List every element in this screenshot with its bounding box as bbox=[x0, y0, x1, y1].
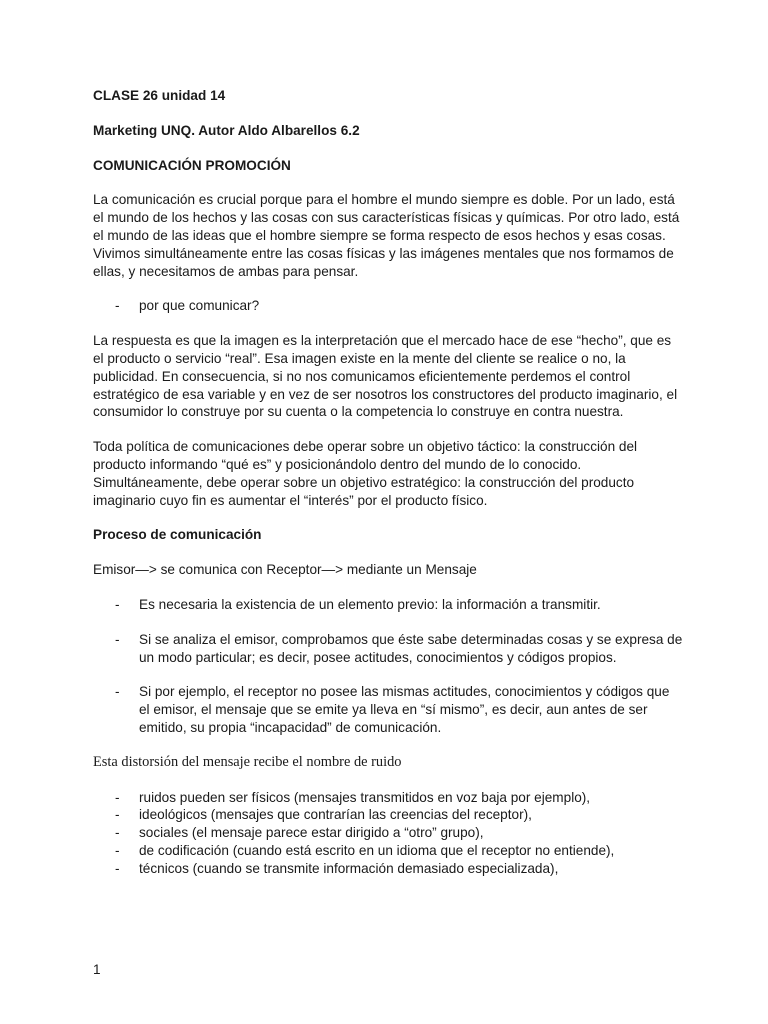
list-item bbox=[93, 842, 683, 860]
list-item bbox=[93, 596, 683, 614]
bullet-dash: - bbox=[115, 789, 120, 805]
answer-paragraph: La respuesta es que la imagen es la interpretación que el mercado hace de ese “hecho”, que es el producto o servicio “real”. Esa imagen existe en la mente del cliente se realice o no, la publicidad. En consecuencia, si no nos comunicamos eficientemente perdemos el control estratégico de esa variable y en vez de ser nosotros los constructores del producto imaginario, el consumidor lo construye por su cuenta o la competencia lo construye en contra nuestra. bbox=[93, 333, 678, 420]
list-item bbox=[93, 860, 683, 878]
page-number: 1 bbox=[93, 962, 101, 977]
list-item bbox=[93, 631, 683, 667]
policy-paragraph: Toda política de comunicaciones debe operar sobre un objetivo táctico: la construcción del producto informando “qué es” y posicionándolo dentro del mundo de lo conocido. Simultáneamente, debe operar sobre un objetivo estratégico: la construcción del producto imaginario cuyo fin es aumentar el “interés” por el producto físico. bbox=[93, 439, 638, 508]
list-item bbox=[93, 683, 683, 736]
bullet-text: sociales (el mensaje parece estar dirigido a “otro” grupo), bbox=[139, 825, 484, 841]
bullet-text: Si por ejemplo, el receptor no posee las mismas actitudes, conocimientos y códigos que el emisor, el mensaje que se emite ya lleva en “sí mismo”, es decir, aun antes de ser emitido, su propia “incapacidad” de comunicación. bbox=[139, 684, 670, 735]
bullet-dash: - bbox=[115, 298, 120, 314]
bullet-dash: - bbox=[115, 596, 120, 612]
bullet-dash: - bbox=[115, 631, 120, 647]
bullet-text: ruidos pueden ser físicos (mensajes transmitidos en voz baja por ejemplo), bbox=[139, 789, 591, 805]
noise-title: Esta distorsión del mensaje recibe el nombre de ruido bbox=[93, 753, 402, 770]
bullet-dash: - bbox=[115, 807, 120, 823]
bullet-text: Si se analiza el emisor, comprobamos que éste sabe determinadas cosas y se expresa de un modo particular; es decir, posee actitudes, conocimientos y códigos propios. bbox=[139, 631, 683, 665]
list-item bbox=[93, 789, 683, 807]
document-page bbox=[93, 87, 683, 878]
bullet-text: Es necesaria la existencia de un elemento previo: la información a transmitir. bbox=[139, 596, 601, 612]
list-item bbox=[93, 824, 683, 842]
intro-paragraph: La comunicación es crucial porque para el hombre el mundo siempre es doble. Por un lado, está el mundo de los hechos y las cosas con sus características físicas y químicas. Por otro lado, está el mundo de las ideas que el hombre siempre se forma respecto de esos hechos y esas cosas. Vivimos simultáneamente entre las cosas físicas y las imágenes mentales que nos formamos de ellas, y necesitamos de ambas para pensar. bbox=[93, 192, 680, 279]
bullet-dash: - bbox=[115, 860, 120, 876]
bullet-text: por que comunicar? bbox=[139, 298, 260, 314]
flow-line: Emisor—> se comunica con Receptor—> mediante un Mensaje bbox=[93, 562, 477, 578]
question-bullet bbox=[93, 297, 683, 315]
list-item bbox=[93, 806, 683, 824]
process-heading: Proceso de comunicación bbox=[93, 527, 262, 543]
bullet-dash: - bbox=[115, 842, 120, 858]
bullet-dash: - bbox=[115, 684, 120, 700]
bullet-text: técnicos (cuando se transmite información demasiado especializada), bbox=[139, 860, 559, 876]
section-heading: COMUNICACIÓN PROMOCIÓN bbox=[93, 157, 291, 173]
bullet-text: de codificación (cuando está escrito en un idioma que el receptor no entiende), bbox=[139, 842, 615, 858]
course-heading: Marketing UNQ. Autor Aldo Albarellos 6.2 bbox=[93, 122, 360, 138]
bullet-text: ideológicos (mensajes que contrarían las creencias del receptor), bbox=[139, 807, 532, 823]
class-heading: CLASE 26 unidad 14 bbox=[93, 88, 226, 103]
bullet-dash: - bbox=[115, 825, 120, 841]
